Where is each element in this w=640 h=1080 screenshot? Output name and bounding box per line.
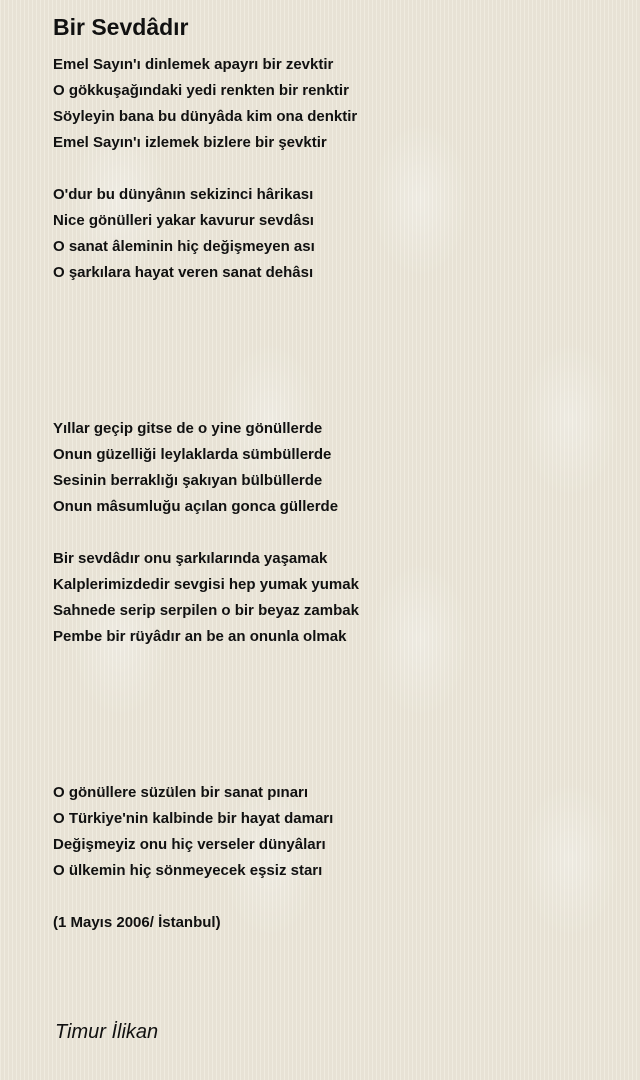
poem-line: O Türkiye'nin kalbinde bir hayat damarı [53, 810, 334, 827]
stanza [53, 546, 359, 650]
poem-line: Değişmeyiz onu hiç verseler dünyâları [53, 836, 326, 853]
poem-line: Pembe bir rüyâdır an be an onunla olmak [53, 628, 347, 645]
poem-line: O sanat âleminin hiç değişmeyen ası [53, 238, 315, 255]
poem-line: Emel Sayın'ı dinlemek apayrı bir zevktir [53, 56, 334, 73]
date-note: (1 Mayıs 2006/ İstanbul) [53, 914, 221, 931]
poem-line: O gökkuşağındaki yedi renkten bir renktir [53, 82, 349, 99]
stanza [53, 182, 359, 286]
stanza-gap [53, 390, 359, 416]
poem-line: O'dur bu dünyânın sekizinci hârikası [53, 186, 314, 203]
poem-body [53, 52, 359, 936]
poem-line: Sesinin berraklığı şakıyan bülbüllerde [53, 472, 323, 489]
stanza-gap [53, 884, 359, 910]
poem-line: Söyleyin bana bu dünyâda kim ona denktir [53, 108, 358, 125]
stanza-gap [53, 520, 359, 546]
poem-line: Onun mâsumluğu açılan gonca güllerde [53, 498, 339, 515]
poem-title: Bir Sevdâdır [53, 14, 189, 40]
stanza [53, 780, 359, 884]
poem-line: Sahnede serip serpilen o bir beyaz zambak [53, 602, 359, 619]
poem-line: Yıllar geçip gitse de o yine gönüllerde [53, 420, 323, 437]
poem-line: Nice gönülleri yakar kavurur sevdâsı [53, 212, 314, 229]
stanza [53, 416, 359, 520]
stanza-gap [53, 754, 359, 780]
poem-line: O gönüllere süzülen bir sanat pınarı [53, 784, 309, 801]
poem-line: O şarkılara hayat veren sanat dehâsı [53, 264, 314, 281]
section-gap [53, 286, 359, 390]
section-gap [53, 650, 359, 754]
stanza-gap [53, 156, 359, 182]
author-name: Timur İlikan [55, 1021, 159, 1043]
stanza [53, 52, 359, 156]
poem-line: Onun güzelliği leylaklarda sümbüllerde [53, 446, 332, 463]
poem-line: Emel Sayın'ı izlemek bizlere bir şevktir [53, 134, 327, 151]
poem-line: Bir sevdâdır onu şarkılarında yaşamak [53, 550, 328, 567]
poem-line: O ülkemin hiç sönmeyecek eşsiz starı [53, 862, 323, 879]
poem-line: Kalplerimizdedir sevgisi hep yumak yumak [53, 576, 359, 593]
